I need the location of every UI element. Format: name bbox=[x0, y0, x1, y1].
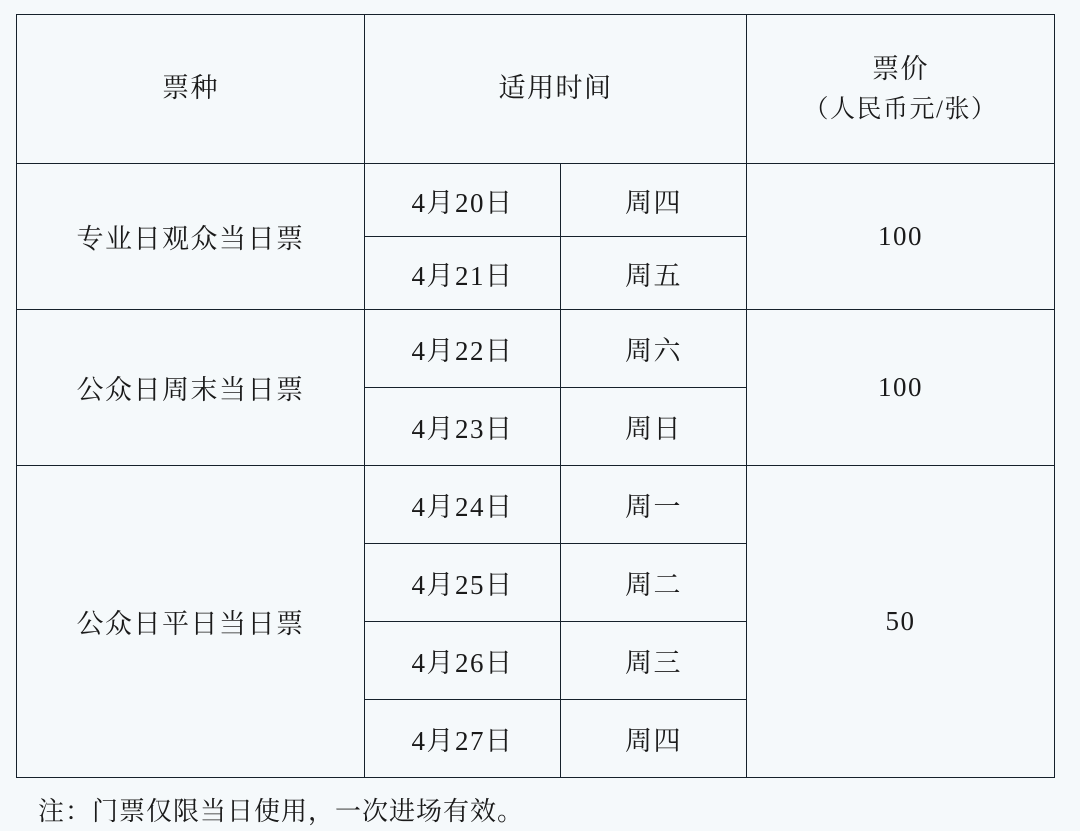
weekday-cell: 周五 bbox=[561, 237, 747, 310]
ticket-type-cell: 公众日周末当日票 bbox=[17, 310, 365, 466]
date-cell: 4月27日 bbox=[365, 700, 561, 778]
date-cell: 4月22日 bbox=[365, 310, 561, 388]
table-note: 注：门票仅限当日使用，一次进场有效。 bbox=[38, 797, 525, 826]
table-header-row bbox=[17, 15, 1055, 164]
ticket-price-table bbox=[16, 14, 1055, 778]
price-cell: 100 bbox=[747, 310, 1055, 466]
table-row bbox=[17, 164, 1055, 237]
date-cell: 4月20日 bbox=[365, 164, 561, 237]
weekday-cell: 周四 bbox=[561, 700, 747, 778]
table-row bbox=[17, 466, 1055, 544]
price-cell: 100 bbox=[747, 164, 1055, 310]
weekday-cell: 周二 bbox=[561, 544, 747, 622]
header-price-label: 票价 bbox=[872, 53, 929, 84]
ticket-type-cell: 公众日平日当日票 bbox=[17, 466, 365, 778]
header-price bbox=[747, 15, 1055, 164]
weekday-cell: 周四 bbox=[561, 164, 747, 237]
date-cell: 4月23日 bbox=[365, 388, 561, 466]
date-cell: 4月24日 bbox=[365, 466, 561, 544]
header-ticket-type: 票种 bbox=[17, 15, 365, 164]
date-cell: 4月25日 bbox=[365, 544, 561, 622]
header-price-unit: （人民币元/张） bbox=[803, 95, 998, 123]
table-row bbox=[17, 310, 1055, 388]
weekday-cell: 周日 bbox=[561, 388, 747, 466]
header-applicable-time: 适用时间 bbox=[365, 15, 747, 164]
weekday-cell: 周六 bbox=[561, 310, 747, 388]
date-cell: 4月26日 bbox=[365, 622, 561, 700]
date-cell: 4月21日 bbox=[365, 237, 561, 310]
price-cell: 50 bbox=[747, 466, 1055, 778]
ticket-type-cell: 专业日观众当日票 bbox=[17, 164, 365, 310]
weekday-cell: 周三 bbox=[561, 622, 747, 700]
weekday-cell: 周一 bbox=[561, 466, 747, 544]
